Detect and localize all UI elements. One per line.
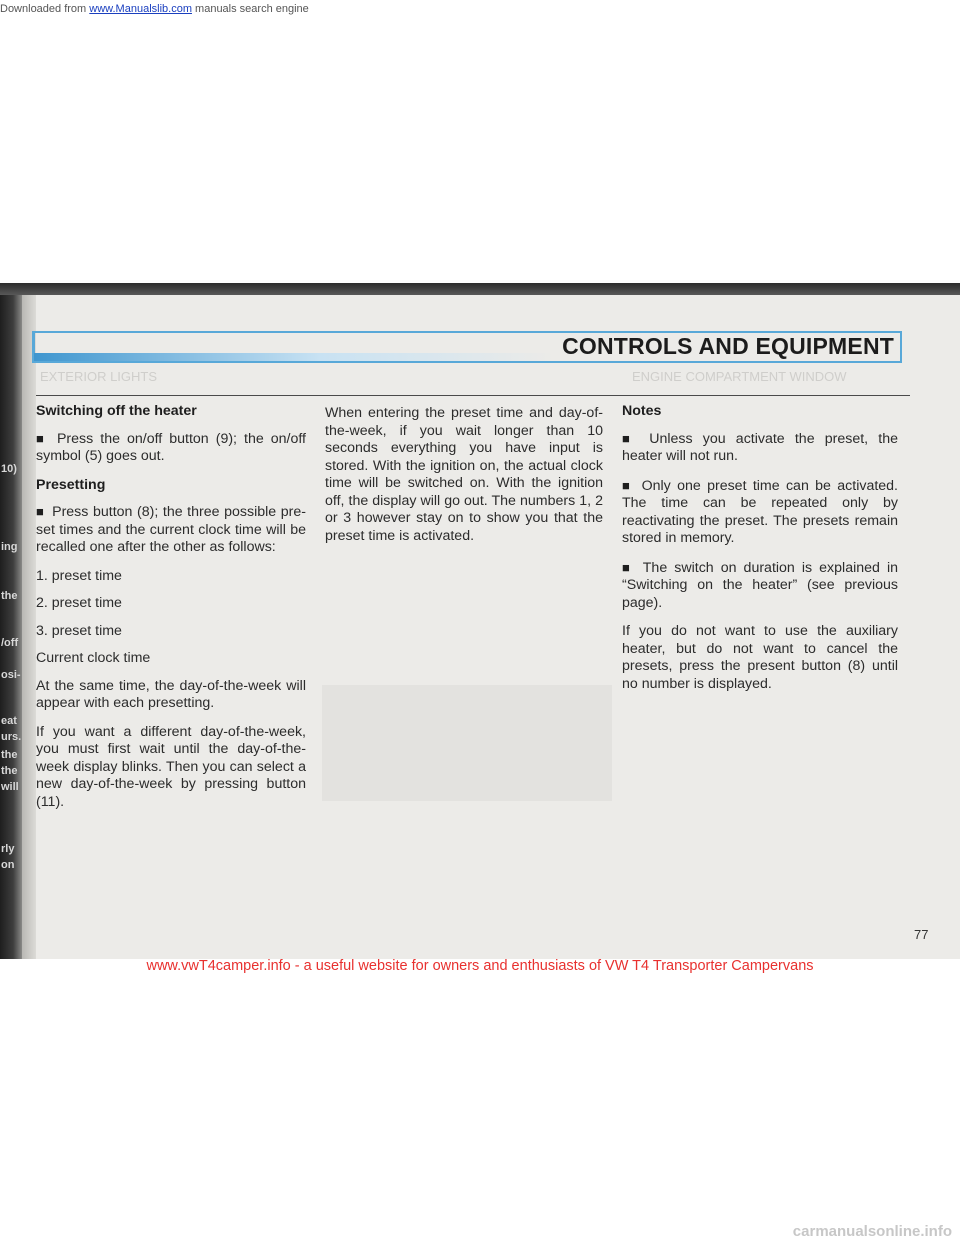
edge-fragment: /off [1, 637, 19, 649]
bleed-through-right-header: ENGINE COMPARTMENT WINDOW [632, 369, 847, 384]
edge-fragment: osi- [1, 669, 21, 681]
bleed-through-left-header: EXTERIOR LIGHTS [40, 369, 158, 384]
preset-list-item: 3. preset time [36, 622, 122, 639]
para-day-of-week: At the same time, the day-of-the-week will appear with each presetting. [36, 677, 306, 711]
column-3 [622, 403, 898, 704]
edge-fragment: will [1, 781, 19, 793]
binding-shadow [22, 295, 36, 959]
bleed-through-box [322, 685, 612, 801]
note-item: ■ Only one preset time can be activated. The time can be repeated only by reactivating the preset. The presets remain stored in memory. [622, 477, 898, 546]
edge-fragment: ing [1, 541, 18, 553]
column-2 [325, 405, 603, 556]
preset-list-item: 1. preset time [36, 567, 122, 584]
header-accent-bar [34, 353, 554, 361]
edge-fragment: on [1, 859, 15, 871]
bullet-icon: ■ [36, 430, 47, 446]
bullet-icon: ■ [622, 559, 633, 575]
bullet-icon: ■ [622, 430, 637, 446]
edge-fragment: the [1, 765, 18, 777]
heading-switching-off: Switching off the heater [36, 403, 197, 419]
para-switching-off: ■ Press the on/off button (9); the on/off symbol (5) goes out. [36, 430, 306, 464]
page-number: 77 [914, 927, 929, 942]
footer-link[interactable]: www.vwT4camper.info - a useful website for owners and enthusiasts of VW T4 Transporter Campervans [146, 958, 814, 974]
scan-top-shadow [0, 283, 960, 295]
edge-fragment: 10) [1, 463, 17, 475]
heading-notes: Notes [622, 403, 662, 419]
note-item: ■ The switch on duration is explained in “Switching on the heater” (see previous page). [622, 559, 898, 611]
heading-presetting: Presetting [36, 476, 106, 493]
edge-fragment: urs. [1, 731, 22, 743]
bullet-icon: ■ [622, 477, 633, 493]
edge-fragment: rly [1, 843, 15, 855]
para-different-day: If you want a different day-of-the-week, you must first wait until the day-of-the-week display blinks. Then you can select a new day-of-the-week by pressing button (11). [36, 723, 306, 810]
preset-list-item: 2. preset time [36, 595, 122, 611]
download-suffix: manuals search engine [191, 3, 309, 15]
download-bar [0, 2, 960, 16]
note-item: ■ Unless you activate the preset, the heater will not run. [622, 430, 898, 464]
facing-page-edge [0, 295, 22, 959]
para-presetting: ■ Press button (8); the three possible pre-set times and the current clock time will be recalled one after the other as follows: [36, 504, 306, 555]
preset-list-item: Current clock time [36, 650, 151, 666]
manualslib-link[interactable]: www.Manualslib.com [89, 3, 192, 15]
download-prefix: Downloaded from [0, 3, 90, 15]
column-1 [36, 403, 306, 822]
bullet-icon: ■ [36, 504, 45, 519]
para-auxiliary-heater: If you do not want to use the auxiliary heater, but do not want to cancel the presets, press the present button (8) until no number is displayed. [622, 623, 898, 692]
para-entering-preset: When entering the preset time and day-of-the-week, if you wait longer than 10 seconds everything you have input is stored. With the ignition on, the actual clock time will be switched on. With the ignition off, the display will go out. The numbers 1, 2 or 3 however stay on to show you that the preset time is activated. [325, 405, 603, 544]
watermark: carmanualsonline.info [792, 1223, 952, 1240]
edge-fragment: eat [1, 715, 17, 727]
scanned-page [0, 283, 960, 959]
section-title: CONTROLS AND EQUIPMENT [562, 333, 894, 359]
header-rule [36, 395, 910, 396]
edge-fragment: the [1, 590, 18, 602]
edge-fragment: the [1, 749, 18, 761]
